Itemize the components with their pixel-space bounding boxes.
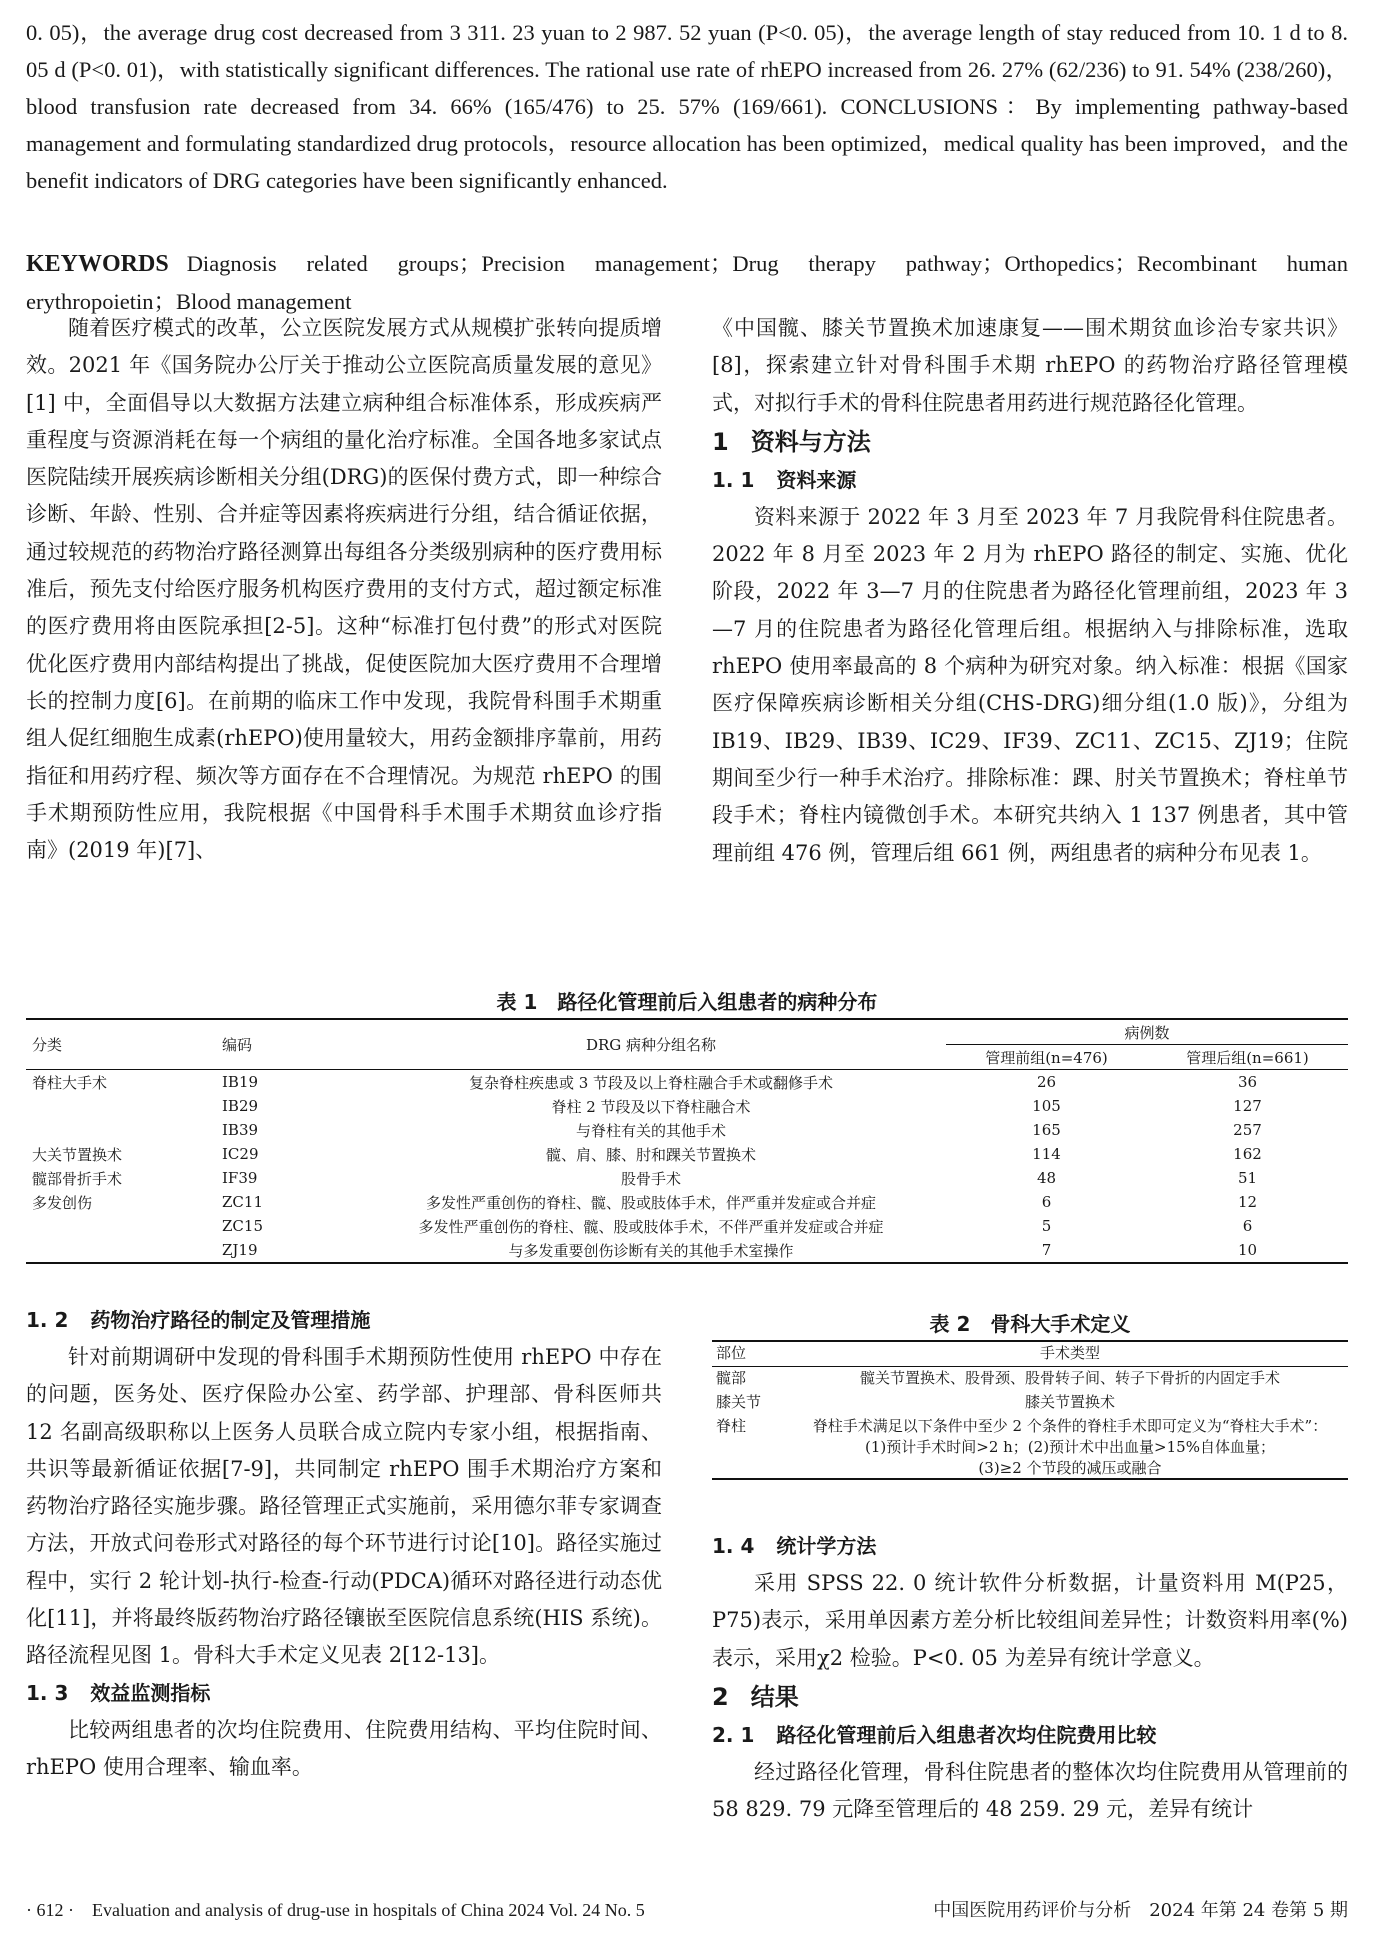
table1-header-category: 分类 [26, 1019, 216, 1070]
table1-caption: 表 1 路径化管理前后入组患者的病种分布 [496, 990, 878, 1014]
table-row: 多发创伤 ZC11 多发性严重创伤的脊柱、髋、股或肢体手术，伴严重并发症或合并症 6 12 [32, 1193, 1258, 1212]
table-row: IB39 与脊柱有关的其他手术 165 257 [222, 1121, 1262, 1140]
section-2-1-text: 经过路径化管理，骨科住院患者的整体次均住院费用从管理前的 58 829. 79 元降至管理后的 48 259. 29 元，差异有统计 [712, 1759, 1348, 1822]
section-heading-1-3: 1. 3 效益监测指标 [26, 1680, 211, 1705]
table1-header-before: 管理前组(n=476) [946, 1045, 1147, 1070]
footer-right: 中国医院用药评价与分析 2024 年第 24 卷第 5 期 [933, 1900, 1348, 1921]
table-row: 膝关节 膝关节置换术 [716, 1393, 1115, 1411]
table2-caption: 表 2 骨科大手术定义 [929, 1312, 1131, 1336]
section-heading-1: 1 资料与方法 [712, 427, 871, 456]
table1-header-code: 编码 [216, 1019, 356, 1070]
right-column-bottom [712, 1528, 1348, 1828]
right-column-top [712, 310, 1348, 872]
section-1-2-text: 针对前期调研中发现的骨科围手术期预防性使用 rhEPO 中存在的问题，医务处、医疗保险办公室、药学部、护理部、骨科医师共 12 名副高级职称以上医务人员联合成立院内专家小组，根据指南、共识等最新循证依据[7-9]，共同制定 rhEPO 围手术期治疗方案和药物治疗路径实施步骤。路径管理正式实施前，采用德尔菲专家调查方法，开放式问卷形式对路径的每个环节进行讨论[10]。路径实施过程中，实行 2 轮计划-执行-检查-行动(PDCA)循环对路径进行动态优化[11]，并将最终版药物治疗路径镶嵌至医院信息系统(HIS 系统)。路径流程见图 1。骨科大手术定义见表 2[12-13]。 [26, 1345, 662, 1668]
table2-spine-line1: 脊柱手术满足以下条件中至少 2 个条件的脊柱手术即可定义为“脊柱大手术”： [812, 1417, 1328, 1435]
section-heading-2: 2 结果 [712, 1682, 799, 1711]
table2-spine-line2: (1)预计手术时间>2 h；(2)预计术中出血量>15%自体血量； [865, 1438, 1275, 1456]
intro-paragraph: 随着医疗模式的改革，公立医院发展方式从规模扩张转向提质增效。2021 年《国务院办公厅关于推动公立医院高质量发展的意见》[1] 中，全面倡导以大数据方法建立病种组合标准体系，形成疾病严重程度与资源消耗在每一个病组的量化治疗标准。全国各地多家试点医院陆续开展疾病诊断相关分组(DRG)的医保付费方式，即一种综合诊断、年龄、性别、合并症等因素将疾病进行分组，结合循证依据，通过较规范的药物治疗路径测算出每组各分类级别病种的医疗费用标准后，预先支付给医疗服务机构医疗费用的支付方式，超过额定标准的医疗费用将由医院承担[2-5]。这种“标准打包付费”的形式对医院优化医疗费用内部结构提出了挑战，促使医院加大医疗费用不合理增长的控制力度[6]。在前期的临床工作中发现，我院骨科围手术期重组人促红细胞生成素(rhEPO)使用量较大，用药金额排序靠前，用药指征和用药疗程、频次等方面存在不合理情况。为规范 rhEPO 的围手术期预防性应用，我院根据《中国骨科手术围手术期贫血诊疗指南》(2019 年)[7]、 [26, 316, 662, 863]
keywords-label: KEYWORDS [26, 251, 169, 277]
table-row: 髋部骨折手术 IF39 股骨手术 48 51 [32, 1169, 1258, 1188]
table-row: 髋部 髋关节置换术、股骨颈、股骨转子间、转子下骨折的内固定手术 [716, 1369, 1280, 1387]
section-heading-1-4: 1. 4 统计学方法 [712, 1534, 877, 1558]
section-1-1-text: 资料来源于 2022 年 3 月至 2023 年 7 月我院骨科住院患者。2022 年 8 月至 2023 年 2 月为 rhEPO 路径的制定、实施、优化阶段，2022 年 3—7 月的住院患者为路径化管理前组，2023 年 3—7 月的住院患者为路径化管理后组。根据纳入与排除标准，选取 rhEPO 使用率最高的 8 个病种为研究对象。纳入标准：根据《国家医疗保障疾病诊断相关分组(CHS-DRG)细分组(1.0 版)》，分组为 IB19、IB29、IB39、IC29、IF39、ZC11、ZC15、ZJ19；住院期间至少行一种手术治疗。排除标准：踝、肘关节置换术；脊柱单节段手术；脊柱内镜微创手术。本研究共纳入 1 137 例患者，其中管理前组 476 例，管理后组 661 例，两组患者的病种分布见表 1。 [712, 504, 1348, 865]
section-heading-2-1: 2. 1 路径化管理前后入组患者次均住院费用比较 [712, 1722, 1157, 1747]
keywords-text: Diagnosis related groups；Precision management；Drug therapy pathway；Orthopedics；Recombinant human erythropoietin；Blood management [26, 251, 1348, 314]
table1-header-name: DRG 病种分组名称 [356, 1019, 946, 1070]
table1-header-cases: 病例数 [946, 1019, 1348, 1045]
abstract-text: 0. 05)，the average drug cost decreased from 3 311. 23 yuan to 2 987. 52 yuan (P<0. 05)，the average length of stay reduced from 10. 1 d to 8. 05 d (P<0. 01)，with statistically significant differences. The rational use rate of rhEPO increased from 26. 27% (62/236) to 91. 54% (238/260)，blood transfusion rate decreased from 34. 66% (165/476) to 25. 57% (169/661). CONCLUSIONS：By implementing pathway-based management and formulating standardized drug protocols，resource allocation has been optimized，medical quality has been improved，and the benefit indicators of DRG categories have been significantly enhanced. [26, 20, 1348, 193]
footer-left: · 612 · Evaluation and analysis of drug-use in hospitals of China 2024 Vol. 24 No. 5 [26, 1900, 645, 1920]
intro-continuation: 《中国髋、膝关节置换术加速康复——围术期贫血诊治专家共识》[8]，探索建立针对骨科围手术期 rhEPO 的药物治疗路径管理模式，对拟行手术的骨科住院患者用药进行规范路径化管理。 [712, 316, 1348, 415]
table-row: 大关节置换术 IC29 髋、肩、膝、肘和踝关节置换术 114 162 [32, 1145, 1262, 1164]
table2-spine-line3: (3)≥2 个节段的减压或融合 [978, 1459, 1162, 1477]
table1 [26, 1018, 1348, 1264]
section-heading-1-2: 1. 2 药物治疗路径的制定及管理措施 [26, 1308, 371, 1332]
table-row: ZC15 多发性严重创伤的脊柱、髋、股或肢体手术，不伴严重并发症或合并症 5 6 [222, 1217, 1253, 1236]
table2 [712, 1340, 1348, 1480]
table-row: 脊柱大手术 IB19 复杂脊柱疾患或 3 节段及以上脊柱融合手术或翻修手术 26 36 [32, 1073, 1258, 1092]
left-column-bottom [26, 1302, 662, 1786]
section-1-4-text: 采用 SPSS 22. 0 统计软件分析数据，计量资料用 M(P25，P75)表示，采用单因素方差分析比较组间差异性；计数资料用率(%)表示，采用χ2 检验。P<0. 05 为差异有统计学意义。 [712, 1571, 1348, 1670]
left-column-top [26, 310, 662, 869]
keywords-line [26, 245, 1348, 320]
section-1-3-text: 比较两组患者的次均住院费用、住院费用结构、平均住院时间、rhEPO 使用合理率、输血率。 [26, 1717, 662, 1779]
table-row: IB29 脊柱 2 节段及以下脊柱融合术 105 127 [222, 1097, 1262, 1116]
table-row: ZJ19 与多发重要创伤诊断有关的其他手术室操作 7 10 [26, 1238, 1348, 1263]
table1-header-after: 管理后组(n=661) [1147, 1045, 1348, 1070]
table2-header-site: 部位 [712, 1341, 792, 1367]
table2-header-type: 手术类型 [792, 1341, 1348, 1367]
table-row: 脊柱 脊柱手术满足以下条件中至少 2 个条件的脊柱手术即可定义为“脊柱大手术”： (1)预计手术时间>2 h；(2)预计术中出血量>15%自体血量； (3)≥2 个节段的减压或融合 [712, 1415, 1348, 1479]
section-heading-1-1: 1. 1 资料来源 [712, 467, 857, 492]
